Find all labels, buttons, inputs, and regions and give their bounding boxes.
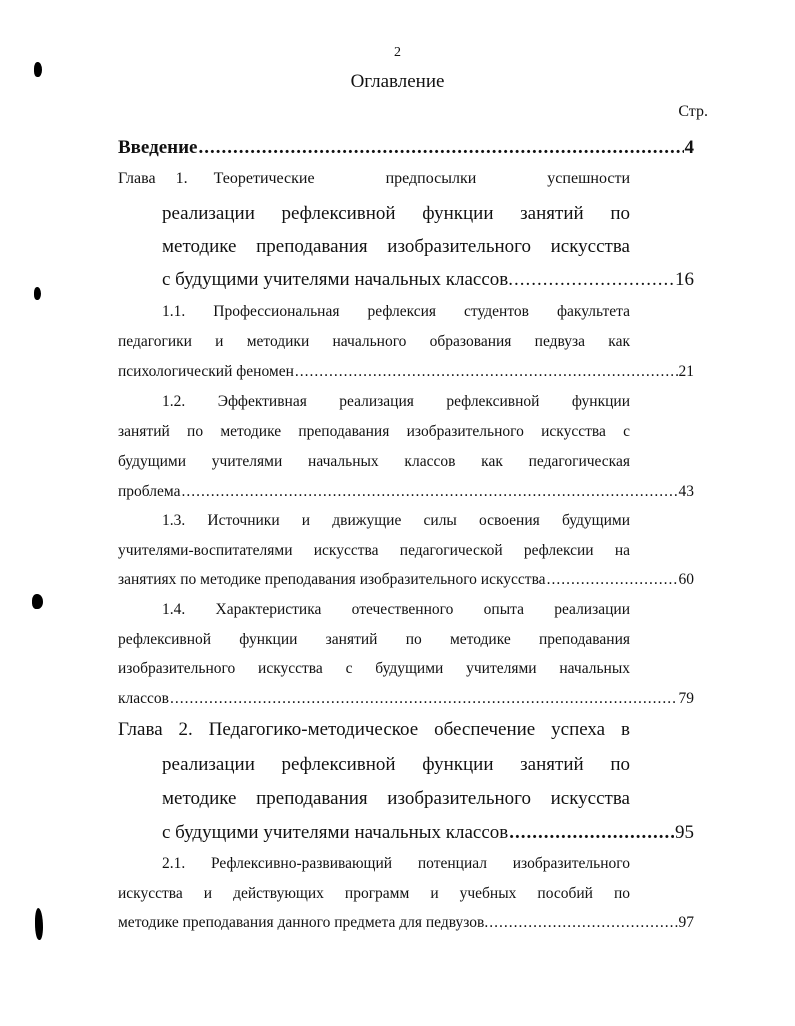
toc-section-line: 1.2. Эффективная реализация рефлексивной функции xyxy=(162,393,630,410)
toc-section-line: 1.3. Источники и движущие силы освоения будущими xyxy=(162,512,630,529)
page-number: 2 xyxy=(394,45,401,60)
toc-entry-intro[interactable] xyxy=(118,137,694,159)
toc-page-number: 97 xyxy=(678,914,694,931)
toc-chapter-title-line: методике преподавания изобразительного искусства xyxy=(162,788,630,809)
toc-page-number: 43 xyxy=(678,483,694,500)
leader-dots xyxy=(295,363,678,381)
toc-entry-text: Введение xyxy=(118,137,198,158)
leader-dots xyxy=(489,914,677,932)
toc-section-line: 2.1. Рефлексивно-развивающий потенциал изобразительного xyxy=(162,855,630,872)
toc-section-line: занятий по методике преподавания изобразительного искусства с xyxy=(118,423,630,440)
toc-entry-text: методике преподавания данного предмета для педвузов. xyxy=(118,914,489,931)
toc-page-number: 95 xyxy=(675,822,694,843)
toc-chapter-title-line: Глава 2. Педагогико-методическое обеспечение успеха в xyxy=(118,719,630,740)
toc-chapter-title-line xyxy=(162,822,694,844)
toc-page-number: 60 xyxy=(678,571,694,588)
toc-section-line: изобразительного искусства с будущими учителями начальных xyxy=(118,660,630,677)
toc-chapter-title-line xyxy=(118,170,630,188)
leader-dots xyxy=(170,690,678,708)
toc-entry-text: с будущими учителями начальных классов xyxy=(162,822,509,843)
toc-chapter-title-line: реализации рефлексивной функции занятий по xyxy=(162,754,630,775)
page-title: Оглавление xyxy=(350,71,445,92)
toc-section-line: 1.1. Профессиональная рефлексия студентов факультета xyxy=(162,303,630,320)
toc-entry-text: с будущими учителями начальных классов. xyxy=(162,269,514,290)
scan-mark xyxy=(34,287,41,300)
page-column-label: Стр. xyxy=(678,103,708,120)
chapter-title-text: Теоретические предпосылки успешности xyxy=(213,170,630,187)
toc-section-line xyxy=(118,690,694,708)
toc-page-number: 79 xyxy=(678,690,694,707)
chapter-label: Глава xyxy=(118,170,156,187)
leader-dots xyxy=(199,137,684,159)
scan-mark xyxy=(35,908,43,940)
leader-dots xyxy=(547,571,678,589)
leader-dots xyxy=(514,269,674,291)
toc-section-line: 1.4. Характеристика отечественного опыта реализации xyxy=(162,601,630,618)
toc-page-number: 4 xyxy=(684,137,694,158)
toc-section-line: учителями-воспитателями искусства педагогической рефлексии на xyxy=(118,542,630,559)
toc-section-line xyxy=(118,914,694,932)
toc-entry-text: занятиях по методике преподавания изобразительного искусства xyxy=(118,571,546,588)
toc-section-line: рефлексивной функции занятий по методике преподавания xyxy=(118,631,630,648)
toc-section-line: искусства и действующих программ и учебных пособий по xyxy=(118,885,630,902)
leader-dots xyxy=(509,822,674,844)
toc-chapter-title-line xyxy=(162,269,694,291)
scan-mark xyxy=(34,62,42,77)
toc-page-number: 16 xyxy=(675,269,694,290)
toc-page-number: 21 xyxy=(678,363,694,380)
toc-chapter-title-line: методике преподавания изобразительного искусства xyxy=(162,236,630,257)
toc-entry-text: проблема xyxy=(118,483,181,500)
toc-section-line: педагогики и методики начального образования педвуза как xyxy=(118,333,630,350)
toc-entry-text: классов xyxy=(118,690,169,707)
toc-section-line xyxy=(118,363,694,381)
scan-mark xyxy=(32,594,43,609)
toc-entry-text: психологический феномен xyxy=(118,363,294,380)
leader-dots xyxy=(182,483,678,501)
toc-section-line: будущими учителями начальных классов как педагогическая xyxy=(118,453,630,470)
toc-section-line xyxy=(118,483,694,501)
toc-chapter-title-line: реализации рефлексивной функции занятий по xyxy=(162,203,630,224)
toc-section-line xyxy=(118,571,694,589)
chapter-number: 1. xyxy=(175,170,188,187)
